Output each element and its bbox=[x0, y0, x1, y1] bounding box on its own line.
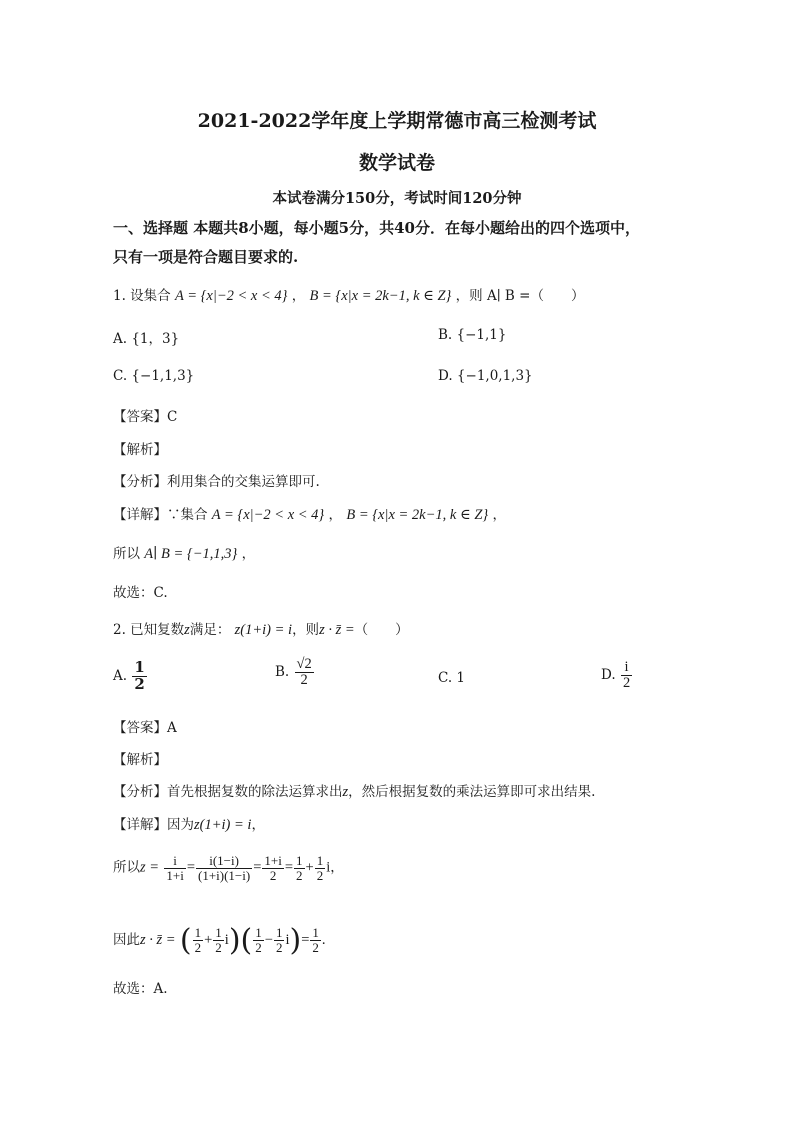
q1-detail-end: ， bbox=[492, 507, 506, 523]
q2-thus-plus: + bbox=[204, 932, 213, 948]
section-heading-line2: 只有一项是符合题目要求的. bbox=[113, 248, 299, 266]
q1-ask: ，则 A∣ B =（ ） bbox=[455, 288, 585, 304]
q2-answer: 【答案】A bbox=[113, 720, 177, 736]
q2-thus-frac-a bbox=[193, 926, 204, 954]
q2-eq-1: = bbox=[186, 859, 195, 876]
q2-thus-frac-a-num: 1 bbox=[194, 925, 202, 941]
q2-option-a-den: 2 bbox=[134, 674, 145, 693]
exam-info: 本试卷满分150分，考试时间120分钟 bbox=[272, 190, 522, 207]
q2-thus-frac-b-den: 2 bbox=[215, 940, 222, 955]
q2-thus-result bbox=[310, 926, 321, 954]
q2-thus-result-den: 2 bbox=[312, 940, 319, 955]
q2-fenxi-pre: 【分析】首先根据复数的除法运算求出 bbox=[113, 784, 343, 800]
q2-stem bbox=[113, 618, 409, 639]
q1-sep: ， bbox=[291, 288, 306, 304]
q1-stem-prefix: 1. 设集合 bbox=[113, 288, 171, 304]
q2-thus-frac-d bbox=[274, 926, 285, 954]
q2-condition: z(1+i) = i bbox=[234, 622, 293, 638]
q2-left-paren-1: ( bbox=[179, 923, 192, 958]
q1-detail-set-a: A = {x|−2 < x < 4} bbox=[211, 507, 325, 523]
q2-fraction-4-den: 2 bbox=[296, 867, 303, 883]
q2-final-end: . bbox=[321, 932, 326, 948]
q2-fraction-2-den: (1+i)(1−i) bbox=[198, 867, 251, 883]
q2-so-end: ， bbox=[330, 859, 344, 876]
page-title: 2021-2022学年度上学期常德市高三检测考试 bbox=[197, 110, 597, 132]
q1-so-expr: A∣ B = {−1,1,3} bbox=[144, 546, 238, 562]
q2-fraction-5 bbox=[315, 854, 326, 882]
q2-option-b bbox=[275, 657, 315, 688]
q1-option-a: A. {1，3} bbox=[113, 331, 180, 347]
q2-thus-line bbox=[113, 923, 326, 958]
q2-fraction-4 bbox=[294, 854, 305, 882]
q2-thus-frac-a-den: 2 bbox=[194, 940, 202, 955]
q2-option-a-label: A. bbox=[113, 667, 128, 684]
q2-option-d bbox=[601, 660, 633, 691]
q2-eq-2: = bbox=[253, 859, 262, 876]
q2-detail-expr: z(1+i) = i bbox=[194, 817, 252, 833]
q1-stem bbox=[113, 284, 584, 305]
q2-thus-i-1: i bbox=[224, 932, 229, 948]
q2-option-b-label: B. bbox=[275, 664, 290, 681]
q2-fraction-2 bbox=[196, 854, 252, 882]
q2-so-z: z = bbox=[140, 859, 160, 876]
q2-stem-mid2: ，则 bbox=[292, 622, 320, 638]
q2-fraction-1-num: i bbox=[164, 854, 185, 869]
q2-right-paren-1: ) bbox=[228, 923, 241, 958]
page-subtitle: 数学试卷 bbox=[358, 152, 435, 174]
q2-option-d-num: i bbox=[621, 660, 632, 676]
q2-fraction-4-num: 1 bbox=[296, 853, 303, 868]
q1-set-b: B = {x|x = 2k−1, k ∈ Z} bbox=[309, 288, 452, 304]
q2-ask-expr: z · z̄ = bbox=[319, 622, 355, 638]
q1-so bbox=[113, 542, 255, 563]
q1-so-end: ， bbox=[241, 546, 256, 562]
q1-answer: 【答案】C bbox=[113, 409, 178, 425]
q2-thus-frac-d-num: 1 bbox=[275, 925, 283, 941]
q2-right-paren-2: ) bbox=[289, 923, 302, 958]
q2-fraction-3-den: 2 bbox=[269, 867, 277, 883]
q2-i-1: i bbox=[326, 859, 331, 876]
q2-option-c: C. 1 bbox=[438, 670, 466, 686]
q2-choose: 故选：A. bbox=[113, 981, 168, 997]
q2-fraction-1 bbox=[164, 854, 185, 882]
q2-so-line bbox=[113, 854, 344, 882]
q2-option-b-num: √2 bbox=[296, 656, 312, 672]
q1-detail-set-b: B = {x|x = 2k−1, k ∈ Z} bbox=[346, 507, 489, 523]
q2-thus-frac-c-den: 2 bbox=[255, 940, 262, 955]
q2-thus-expr: z · z̄ = bbox=[140, 932, 176, 948]
q1-so-prefix: 所以 bbox=[113, 546, 140, 562]
q2-thus-frac-b bbox=[213, 926, 224, 954]
q2-stem-end: （ ） bbox=[354, 622, 409, 638]
q2-thus-eq: = bbox=[301, 932, 310, 948]
q2-stem-mid: 满足： bbox=[189, 622, 231, 638]
section-heading-line1: 一、选择题 本题共8小题，每小题5分，共40分．在每小题给出的四个选项中， bbox=[113, 219, 640, 237]
q2-thus-frac-c bbox=[253, 926, 264, 954]
q1-option-d: D. {−1,0,1,3} bbox=[438, 368, 533, 384]
q2-option-d-den: 2 bbox=[622, 675, 631, 692]
q2-thus-minus: − bbox=[264, 932, 273, 948]
q2-detail-end: ， bbox=[251, 817, 265, 833]
q1-detail-sep: ， bbox=[328, 507, 343, 523]
q2-z: z bbox=[184, 622, 190, 638]
q2-analysis-heading: 【解析】 bbox=[113, 752, 167, 768]
q2-thus-frac-c-num: 1 bbox=[255, 925, 262, 941]
q1-fenxi: 【分析】利用集合的交集运算即可. bbox=[113, 474, 320, 490]
q1-detail bbox=[113, 503, 506, 524]
q2-thus-i-2: i bbox=[285, 932, 290, 948]
q2-thus-frac-b-num: 1 bbox=[215, 925, 222, 941]
q2-fraction-3-num: 1+i bbox=[264, 853, 282, 868]
q2-option-b-fraction bbox=[295, 657, 314, 688]
q2-option-d-fraction bbox=[621, 660, 632, 691]
q1-choose: 故选：C. bbox=[113, 585, 168, 601]
q1-analysis-heading: 【解析】 bbox=[113, 442, 167, 458]
q2-option-a-fraction bbox=[132, 660, 146, 693]
q2-thus-frac-d-den: 2 bbox=[275, 940, 283, 955]
q2-detail-prefix: 【详解】因为 bbox=[113, 817, 194, 833]
q2-fraction-3 bbox=[262, 854, 283, 882]
q2-fraction-1-den: 1+i bbox=[166, 867, 184, 883]
q2-thus-result-num: 1 bbox=[312, 925, 319, 941]
q2-fenxi bbox=[113, 780, 595, 801]
q2-option-d-label: D. bbox=[601, 667, 616, 684]
q2-plus-1: + bbox=[305, 859, 314, 876]
q2-fraction-5-num: 1 bbox=[316, 853, 324, 868]
q1-detail-prefix: 【详解】∵集合 bbox=[113, 507, 208, 523]
q1-option-c: C. {−1,1,3} bbox=[113, 368, 195, 384]
q2-fenxi-z: z bbox=[342, 784, 349, 800]
q1-set-a: A = {x|−2 < x < 4} bbox=[174, 288, 288, 304]
q2-stem-prefix: 2. 已知复数 bbox=[113, 622, 185, 638]
q1-option-b: B. {−1,1} bbox=[438, 327, 507, 343]
q2-left-paren-2: ( bbox=[240, 923, 253, 958]
q2-option-a bbox=[113, 660, 148, 693]
q2-option-a-num: 1 bbox=[134, 658, 145, 676]
q2-fenxi-post: ，然后根据复数的乘法运算即可求出结果. bbox=[348, 784, 596, 800]
q2-detail bbox=[113, 813, 265, 834]
q2-option-b-den: 2 bbox=[300, 672, 308, 689]
q2-so-prefix: 所以 bbox=[113, 859, 140, 876]
q2-fraction-2-num: i(1−i) bbox=[196, 854, 252, 869]
q2-thus-prefix: 因此 bbox=[113, 932, 140, 948]
q2-eq-3: = bbox=[284, 859, 294, 876]
q2-fraction-5-den: 2 bbox=[316, 867, 324, 883]
